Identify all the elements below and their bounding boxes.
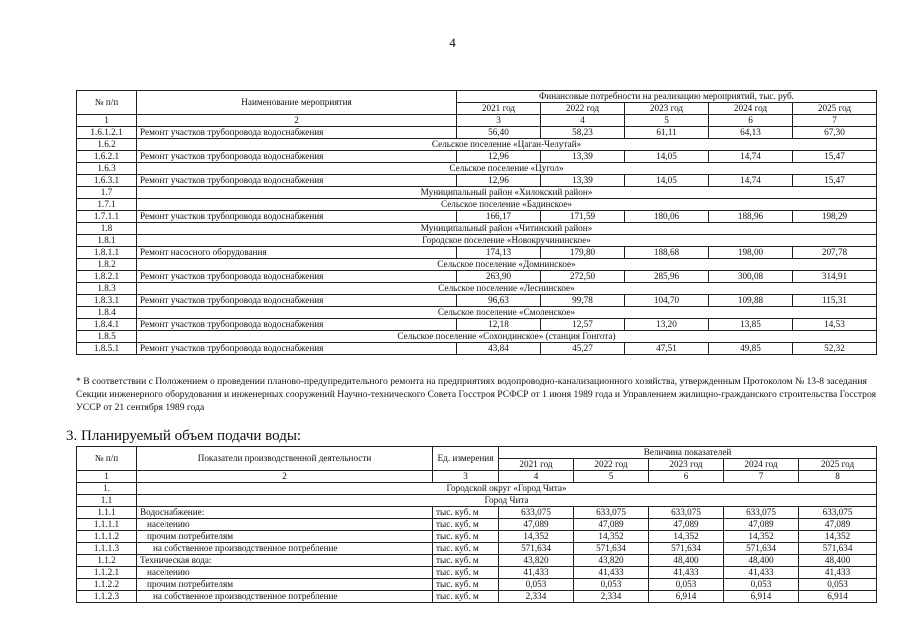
table-row	[77, 519, 877, 531]
row-number: 1.7	[77, 187, 137, 199]
column-index: 6	[709, 115, 793, 127]
group-row	[77, 307, 877, 319]
row-number: 1.8.1.1	[77, 247, 137, 259]
indicator-value: 14,352	[574, 531, 649, 543]
table-row	[77, 507, 877, 519]
cost-value: 45,27	[541, 343, 625, 355]
table-row	[77, 211, 877, 223]
cost-value: 47,51	[625, 343, 709, 355]
group-title: Муниципальный район «Хилокский район»	[137, 187, 877, 199]
indicator-value: 43,820	[574, 555, 649, 567]
footnote: * В соответствии с Положением о проведении планово-предупредительного ремонта на предприятиях водопроводно-канализационного хозяйства, утвержденным Протоколом № 13-8 заседания Секции инженерного оборудования и инженерных сооружений Научно-технического Совета Госстроя РСФСР от 1 июня 1989 года и Управлением жилищно-гражданского строительства Госстроя УССР от 21 сентября 1989 года	[76, 376, 877, 413]
column-header-year: 2022 год	[541, 103, 625, 115]
row-number: 1.1.2.2	[77, 579, 137, 591]
group-title: Городской округ «Город Чита»	[137, 483, 877, 495]
cost-value: 43,84	[457, 343, 541, 355]
row-number: 1.8.3.1	[77, 295, 137, 307]
indicator-value: 47,089	[724, 519, 799, 531]
indicator-value: 47,089	[799, 519, 877, 531]
table-row	[77, 543, 877, 555]
indicator-value: 633,075	[724, 507, 799, 519]
indicator-name: Техническая вода:	[137, 555, 433, 567]
column-header-finance: Финансовые потребности на реализацию мероприятий, тыс. руб.	[457, 91, 877, 103]
column-index: 3	[433, 471, 499, 483]
row-number: 1.1.1.1	[77, 519, 137, 531]
group-row	[77, 483, 877, 495]
row-number: 1.8.2	[77, 259, 137, 271]
column-header-unit: Ед. измерения	[433, 447, 499, 471]
group-title: Сельское поселение «Сохондинское» (станция Гонгота)	[137, 331, 877, 343]
measure-name: Ремонт участков трубопровода водоснабжения	[137, 127, 457, 139]
indicator-value: 14,352	[799, 531, 877, 543]
column-index: 7	[793, 115, 877, 127]
column-index: 1	[77, 471, 137, 483]
row-number: 1.8.3	[77, 283, 137, 295]
table-row	[77, 175, 877, 187]
row-number: 1.8.4.1	[77, 319, 137, 331]
indicator-value: 571,634	[499, 543, 574, 555]
column-header-year: 2023 год	[625, 103, 709, 115]
indicator-value: 41,433	[724, 567, 799, 579]
indicator-value: 2,334	[574, 591, 649, 603]
unit-of-measure: тыс. куб. м	[433, 519, 499, 531]
cost-value: 263,90	[457, 271, 541, 283]
table-row	[77, 247, 877, 259]
cost-value: 198,29	[793, 211, 877, 223]
row-number: 1.8	[77, 223, 137, 235]
indicator-value: 0,053	[574, 579, 649, 591]
group-title: Город Чита	[137, 495, 877, 507]
group-row	[77, 235, 877, 247]
column-index: 8	[799, 471, 877, 483]
group-title: Сельское поселение «Бадинское»	[137, 199, 877, 211]
indicator-value: 41,433	[574, 567, 649, 579]
indicator-value: 48,400	[649, 555, 724, 567]
unit-of-measure: тыс. куб. м	[433, 555, 499, 567]
page-number: 4	[449, 35, 456, 50]
table-row	[77, 591, 877, 603]
row-number: 1.7.1.1	[77, 211, 137, 223]
cost-value: 14,05	[625, 175, 709, 187]
group-title: Городское поселение «Новокручининское»	[137, 235, 877, 247]
column-header-year: 2025 год	[799, 459, 877, 471]
column-header-year: 2024 год	[709, 103, 793, 115]
cost-value: 14,74	[709, 151, 793, 163]
cost-value: 198,00	[709, 247, 793, 259]
cost-value: 12,18	[457, 319, 541, 331]
group-title: Сельское поселение «Смоленское»	[137, 307, 877, 319]
indicator-value: 0,053	[649, 579, 724, 591]
indicator-value: 41,433	[649, 567, 724, 579]
indicator-value: 47,089	[649, 519, 724, 531]
unit-of-measure: тыс. куб. м	[433, 567, 499, 579]
measure-name: Ремонт участков трубопровода водоснабжения	[137, 319, 457, 331]
cost-value: 272,50	[541, 271, 625, 283]
column-index: 4	[541, 115, 625, 127]
indicator-value: 43,820	[499, 555, 574, 567]
column-index: 5	[574, 471, 649, 483]
column-header-name: Наименование мероприятия	[137, 91, 457, 115]
unit-of-measure: тыс. куб. м	[433, 531, 499, 543]
cost-value: 99,78	[541, 295, 625, 307]
group-row	[77, 259, 877, 271]
row-number: 1.1.2.3	[77, 591, 137, 603]
cost-value: 15,47	[793, 151, 877, 163]
table-row	[77, 555, 877, 567]
cost-value: 64,13	[709, 127, 793, 139]
column-header-year: 2025 год	[793, 103, 877, 115]
measure-name: Ремонт участков трубопровода водоснабжения	[137, 211, 457, 223]
cost-value: 179,80	[541, 247, 625, 259]
indicator-value: 0,053	[499, 579, 574, 591]
measure-name: Ремонт участков трубопровода водоснабжения	[137, 271, 457, 283]
row-number: 1.8.5	[77, 331, 137, 343]
indicator-value: 571,634	[649, 543, 724, 555]
group-row	[77, 139, 877, 151]
row-number: 1.8.2.1	[77, 271, 137, 283]
cost-value: 115,31	[793, 295, 877, 307]
group-title: Муниципальный район «Читинский район»	[137, 223, 877, 235]
row-number: 1.1.1.2	[77, 531, 137, 543]
cost-value: 285,96	[625, 271, 709, 283]
column-header-year: 2022 год	[574, 459, 649, 471]
indicator-value: 633,075	[574, 507, 649, 519]
column-header-number: № п/п	[77, 91, 137, 115]
cost-value: 61,11	[625, 127, 709, 139]
row-number: 1.1.2	[77, 555, 137, 567]
indicator-name: Водоснабжение:	[137, 507, 433, 519]
group-title: Сельское поселение «Цугол»	[137, 163, 877, 175]
row-number: 1.6.2	[77, 139, 137, 151]
column-index: 2	[137, 471, 433, 483]
table-row	[77, 319, 877, 331]
indicator-value: 571,634	[574, 543, 649, 555]
cost-value: 96,63	[457, 295, 541, 307]
indicator-name: прочим потребителям	[137, 579, 433, 591]
column-index: 3	[457, 115, 541, 127]
row-number: 1.1.1.3	[77, 543, 137, 555]
indicator-value: 571,634	[799, 543, 877, 555]
cost-value: 188,96	[709, 211, 793, 223]
cost-value: 52,32	[793, 343, 877, 355]
indicator-value: 0,053	[799, 579, 877, 591]
table-header-row	[77, 91, 877, 103]
indicator-value: 48,400	[799, 555, 877, 567]
column-index: 7	[724, 471, 799, 483]
cost-value: 49,85	[709, 343, 793, 355]
measure-name: Ремонт насосного оборудования	[137, 247, 457, 259]
cost-value: 12,57	[541, 319, 625, 331]
group-row	[77, 283, 877, 295]
indicator-value: 0,053	[724, 579, 799, 591]
cost-value: 58,23	[541, 127, 625, 139]
cost-value: 207,78	[793, 247, 877, 259]
unit-of-measure: тыс. куб. м	[433, 579, 499, 591]
table-row	[77, 127, 877, 139]
indicator-name: на собственное производственное потребление	[137, 543, 433, 555]
cost-value: 174,13	[457, 247, 541, 259]
financial-needs-table	[76, 90, 877, 355]
column-header-number: № п/п	[77, 447, 137, 471]
indicator-value: 47,089	[574, 519, 649, 531]
column-header-year: 2021 год	[457, 103, 541, 115]
column-header-values: Величина показателей	[499, 447, 877, 459]
indicator-value: 633,075	[799, 507, 877, 519]
column-header-indicator: Показатели производственной деятельности	[137, 447, 433, 471]
cost-value: 13,20	[625, 319, 709, 331]
table-index-row	[77, 115, 877, 127]
cost-value: 171,59	[541, 211, 625, 223]
unit-of-measure: тыс. куб. м	[433, 507, 499, 519]
cost-value: 109,88	[709, 295, 793, 307]
row-number: 1.1.2.1	[77, 567, 137, 579]
row-number: 1.6.3.1	[77, 175, 137, 187]
table-row	[77, 531, 877, 543]
group-title: Сельское поселение «Цаган-Челутай»	[137, 139, 877, 151]
indicator-value: 14,352	[499, 531, 574, 543]
column-header-year: 2023 год	[649, 459, 724, 471]
indicator-value: 14,352	[649, 531, 724, 543]
cost-value: 13,39	[541, 151, 625, 163]
measure-name: Ремонт участков трубопровода водоснабжения	[137, 151, 457, 163]
group-row	[77, 223, 877, 235]
table-row	[77, 295, 877, 307]
measure-name: Ремонт участков трубопровода водоснабжения	[137, 295, 457, 307]
row-number: 1.6.2.1	[77, 151, 137, 163]
cost-value: 13,85	[709, 319, 793, 331]
indicator-value: 6,914	[799, 591, 877, 603]
cost-value: 13,39	[541, 175, 625, 187]
group-title: Сельское поселение «Домнинское»	[137, 259, 877, 271]
indicator-value: 41,433	[799, 567, 877, 579]
cost-value: 67,30	[793, 127, 877, 139]
indicator-value: 6,914	[649, 591, 724, 603]
indicator-value: 633,075	[499, 507, 574, 519]
section-heading: 3. Планируемый объем подачи воды:	[66, 428, 302, 444]
indicator-name: населению	[137, 519, 433, 531]
indicator-name: прочим потребителям	[137, 531, 433, 543]
cost-value: 180,06	[625, 211, 709, 223]
group-row	[77, 331, 877, 343]
water-supply-table	[76, 446, 877, 603]
unit-of-measure: тыс. куб. м	[433, 543, 499, 555]
indicator-value: 571,634	[724, 543, 799, 555]
indicator-name: на собственное производственное потребление	[137, 591, 433, 603]
cost-value: 15,47	[793, 175, 877, 187]
table-row	[77, 567, 877, 579]
row-number: 1.8.5.1	[77, 343, 137, 355]
cost-value: 12,96	[457, 175, 541, 187]
cost-value: 14,05	[625, 151, 709, 163]
table-row	[77, 271, 877, 283]
column-index: 5	[625, 115, 709, 127]
group-row	[77, 163, 877, 175]
cost-value: 14,74	[709, 175, 793, 187]
measure-name: Ремонт участков трубопровода водоснабжения	[137, 175, 457, 187]
table-row	[77, 579, 877, 591]
indicator-value: 633,075	[649, 507, 724, 519]
indicator-name: населению	[137, 567, 433, 579]
cost-value: 300,08	[709, 271, 793, 283]
cost-value: 12,96	[457, 151, 541, 163]
group-row	[77, 187, 877, 199]
cost-value: 314,91	[793, 271, 877, 283]
row-number: 1.8.1	[77, 235, 137, 247]
indicator-value: 41,433	[499, 567, 574, 579]
column-index: 2	[137, 115, 457, 127]
indicator-value: 48,400	[724, 555, 799, 567]
row-number: 1.6.3	[77, 163, 137, 175]
table-row	[77, 151, 877, 163]
group-title: Сельское поселение «Леснинское»	[137, 283, 877, 295]
cost-value: 188,68	[625, 247, 709, 259]
table-header-row	[77, 447, 877, 459]
row-number: 1.1	[77, 495, 137, 507]
indicator-value: 14,352	[724, 531, 799, 543]
measure-name: Ремонт участков трубопровода водоснабжения	[137, 343, 457, 355]
column-header-year: 2021 год	[499, 459, 574, 471]
row-number: 1.7.1	[77, 199, 137, 211]
row-number: 1.1.1	[77, 507, 137, 519]
row-number: 1.8.4	[77, 307, 137, 319]
cost-value: 166,17	[457, 211, 541, 223]
unit-of-measure: тыс. куб. м	[433, 591, 499, 603]
indicator-value: 2,334	[499, 591, 574, 603]
indicator-value: 6,914	[724, 591, 799, 603]
column-index: 4	[499, 471, 574, 483]
indicator-value: 47,089	[499, 519, 574, 531]
group-row	[77, 495, 877, 507]
table-row	[77, 343, 877, 355]
group-row	[77, 199, 877, 211]
column-index: 1	[77, 115, 137, 127]
cost-value: 104,70	[625, 295, 709, 307]
table-index-row	[77, 471, 877, 483]
row-number: 1.	[77, 483, 137, 495]
cost-value: 56,40	[457, 127, 541, 139]
column-header-year: 2024 год	[724, 459, 799, 471]
column-index: 6	[649, 471, 724, 483]
cost-value: 14,53	[793, 319, 877, 331]
row-number: 1.6.1.2.1	[77, 127, 137, 139]
